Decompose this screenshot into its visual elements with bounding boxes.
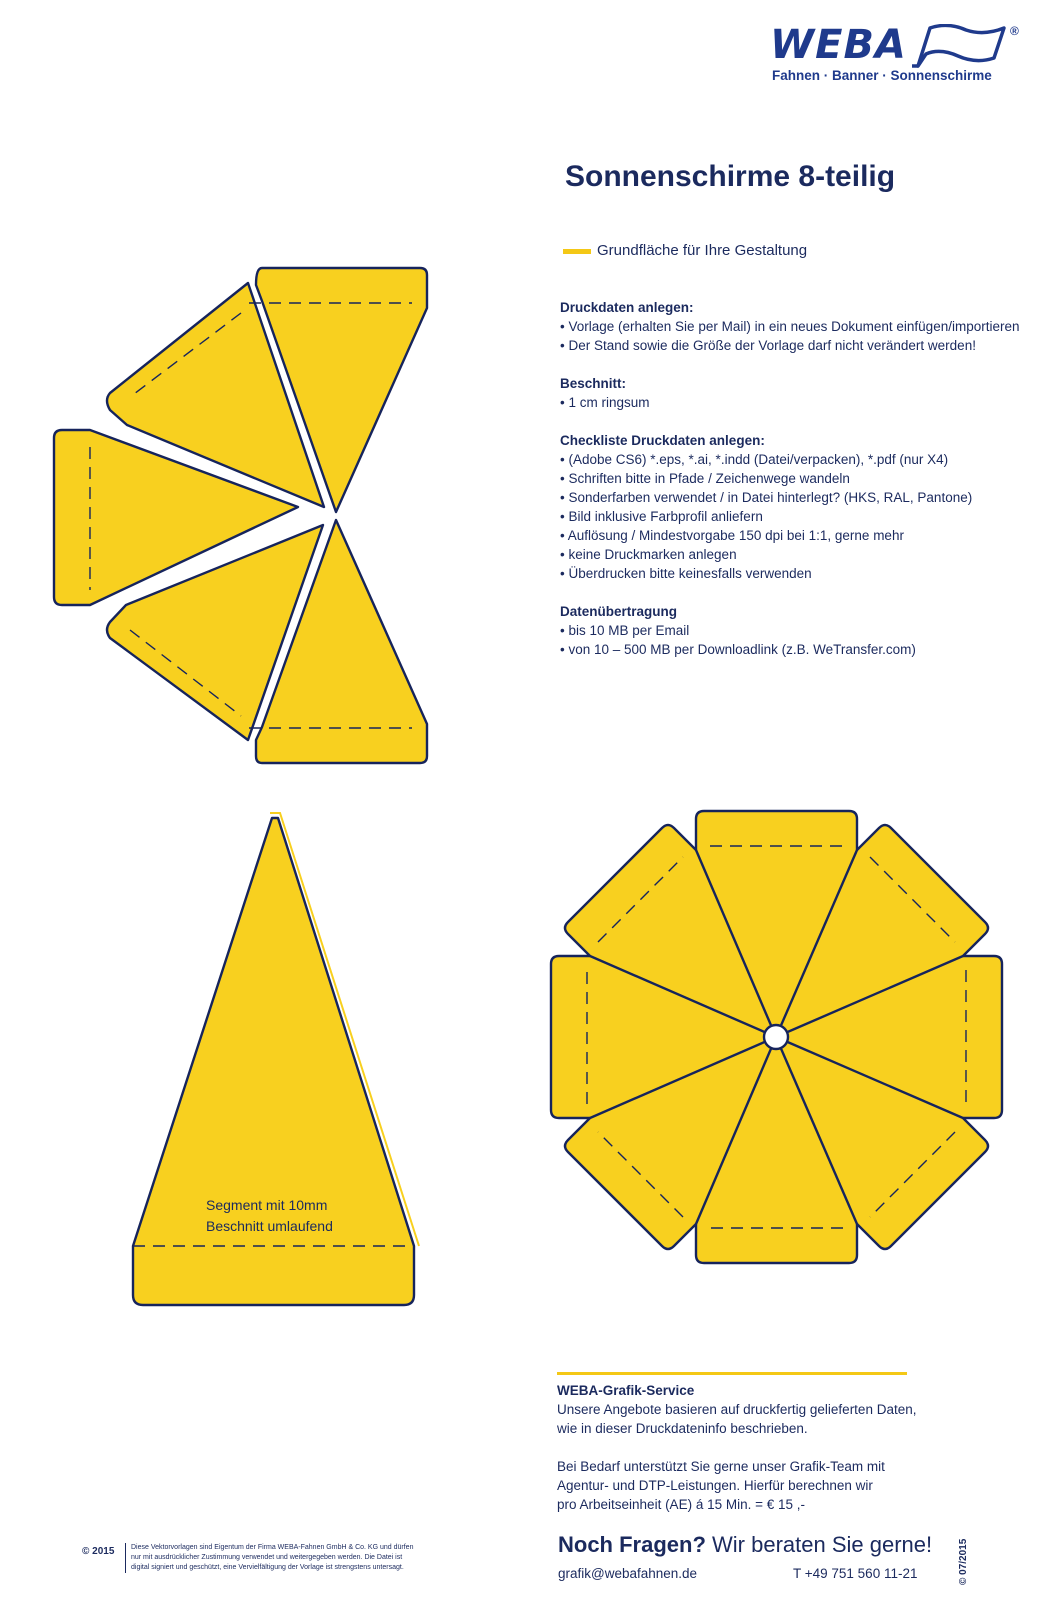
service-line: wie in dieser Druckdateninfo beschrieben.	[557, 1421, 808, 1436]
list-item: • Vorlage (erhalten Sie per Mail) in ein neues Dokument einfügen/importieren	[560, 317, 1030, 336]
legal-notice	[125, 1543, 451, 1573]
section-heading: Druckdaten anlegen:	[560, 300, 694, 315]
list-item: • 1 cm ringsum	[560, 393, 1030, 412]
copyright: © 2015	[82, 1546, 115, 1557]
list-item: • bis 10 MB per Email	[560, 621, 1030, 640]
list-item: • Schriften bitte in Pfade / Zeichenwege wandeln	[560, 469, 1030, 488]
segment-label	[206, 1195, 333, 1237]
exploded-half-template	[54, 268, 427, 763]
list-item: • Der Stand sowie die Größe der Vorlage darf nicht verändert werden!	[560, 336, 1030, 355]
call-to-action	[558, 1532, 932, 1558]
legal-line: Diese Vektorvorlagen sind Eigentum der Firma WEBA-Fahnen GmbH & Co. KG und dürfen	[131, 1544, 414, 1551]
service-line: Agentur- und DTP-Leistungen. Hierfür berechnen wir	[557, 1478, 873, 1493]
cta-question: Noch Fragen?	[558, 1532, 706, 1557]
service-line: pro Arbeitseinheit (AE) á 15 Min. = € 15 ,-	[557, 1497, 806, 1512]
service-divider	[557, 1372, 907, 1375]
logo-wordmark: WEBA	[770, 22, 907, 68]
segment-label-line: Beschnitt umlaufend	[206, 1218, 333, 1234]
service-heading: WEBA-Grafik-Service	[557, 1383, 695, 1398]
list-item: • von 10 – 500 MB per Downloadlink (z.B. WeTransfer.com)	[560, 640, 1030, 659]
page-title: Sonnenschirme 8-teilig	[565, 160, 896, 193]
logo-tagline: Fahnen · Banner · Sonnenschirme	[772, 68, 992, 83]
service-paragraph	[557, 1400, 937, 1438]
legend-label: Grundfläche für Ihre Gestaltung	[597, 242, 808, 259]
legal-line: digital signiert und geschützt, eine Vervielfältigung der Vorlage ist strengstens untersagt.	[131, 1564, 404, 1571]
contact-email[interactable]: grafik@webafahnen.de	[558, 1566, 698, 1581]
cta-text: Wir beraten Sie gerne!	[712, 1532, 933, 1557]
grafik-service	[557, 1381, 937, 1533]
section-heading: Datenübertragung	[560, 604, 678, 619]
segment-label-line: Segment mit 10mm	[206, 1197, 328, 1213]
list-item: • Bild inklusive Farbprofil anliefern	[560, 507, 1030, 526]
registered-mark: ®	[1010, 24, 1019, 38]
list-item: • Auflösung / Mindestvorgabe 150 dpi bei 1:1, gerne mehr	[560, 526, 1030, 545]
list-item: • Sonderfarben verwendet / in Datei hinterlegt? (HKS, RAL, Pantone)	[560, 488, 1030, 507]
list-item: • Überdrucken bitte keinesfalls verwenden	[560, 564, 1030, 583]
hub-circle	[764, 1025, 788, 1049]
list-item: • (Adobe CS6) *.eps, *.ai, *.indd (Datei/verpacken), *.pdf (nur X4)	[560, 450, 1030, 469]
list-item: • keine Druckmarken anlegen	[560, 545, 1030, 564]
section-heading: Checkliste Druckdaten anlegen:	[560, 433, 765, 448]
contact-phone[interactable]: T +49 751 560 11-21	[793, 1566, 918, 1581]
service-line: Bei Bedarf unterstützt Sie gerne unser Grafik-Team mit	[557, 1459, 885, 1474]
version-date: © 07/2015	[958, 1538, 969, 1585]
legal-line: nur mit ausdrücklicher Zustimmung verwendet und weitergegeben werden. Die Datei ist	[131, 1554, 403, 1561]
assembled-umbrella	[551, 811, 1002, 1263]
service-line: Unsere Angebote basieren auf druckfertig gelieferten Daten,	[557, 1402, 917, 1417]
service-paragraph	[557, 1457, 937, 1514]
section-heading: Beschnitt:	[560, 376, 627, 391]
